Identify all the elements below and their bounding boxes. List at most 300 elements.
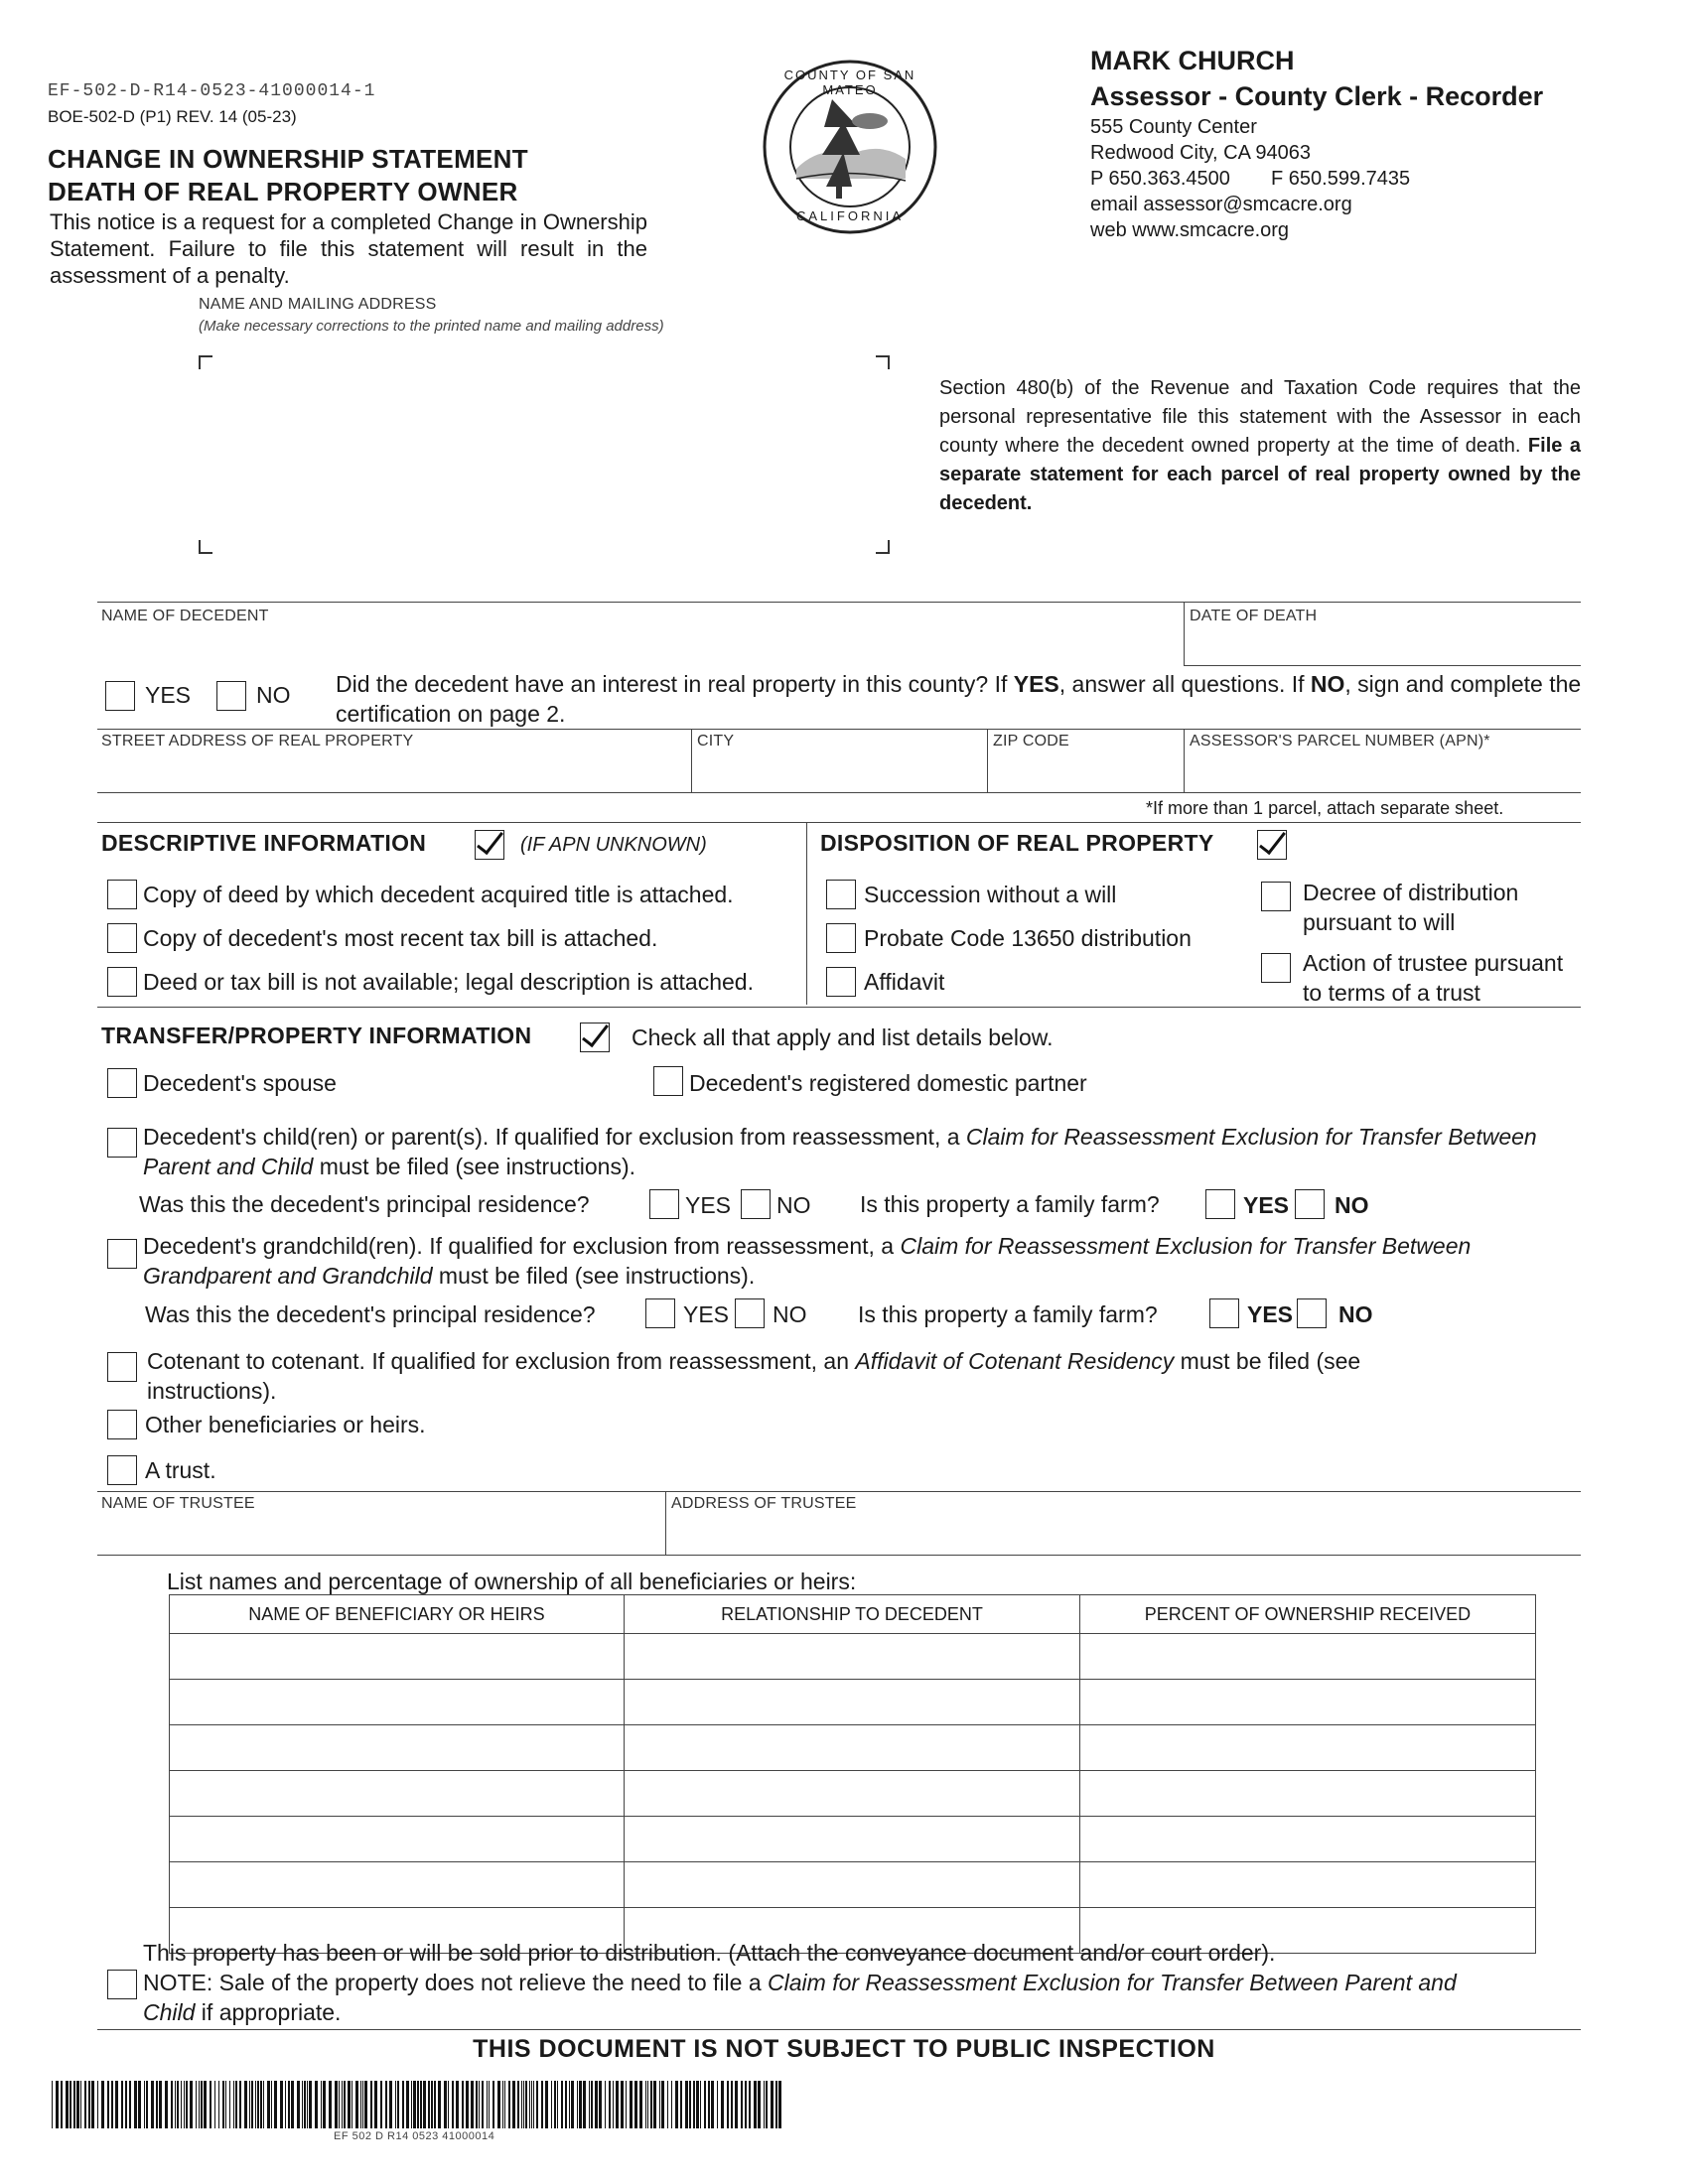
grandchild-text-b: must be filed (see instructions). (432, 1263, 756, 1289)
relationship-cell[interactable] (625, 1771, 1080, 1817)
beneficiaries-header-row (170, 1595, 1536, 1634)
barcode-bar (525, 2081, 527, 2128)
sold-prior-line1: This property has been or will be sold prior to distribution. (Attach the conveyance document and/or court order). (143, 1940, 1276, 1966)
office-email: email assessor@smcacre.org (1090, 194, 1352, 215)
child-parent-text-a: Decedent's child(ren) or parent(s). If qualified for exclusion from reassessment, a (143, 1124, 966, 1150)
decedent-name-label: NAME OF DECEDENT (101, 608, 269, 624)
barcode-bar (758, 2081, 761, 2128)
beneficiary-name-cell[interactable] (170, 1817, 625, 1862)
barcode-bar (621, 2081, 624, 2128)
barcode-bar (647, 2081, 648, 2128)
grandchild-farm-yes-checkbox[interactable] (1209, 1298, 1239, 1328)
table-row (170, 1634, 1536, 1680)
barcode-bar (229, 2081, 230, 2128)
barcode-bar (233, 2081, 234, 2128)
question-part-b: , answer all questions. If (1058, 671, 1311, 697)
barcode-bar (70, 2081, 71, 2128)
barcode-bar (175, 2081, 176, 2128)
other-beneficiaries-checkbox[interactable] (107, 1410, 137, 1439)
barcode-bar (214, 2081, 215, 2128)
barcode-bar (704, 2081, 706, 2128)
real-property-yes-checkbox[interactable] (105, 681, 135, 711)
barcode-bar (204, 2081, 207, 2128)
barcode-bar (121, 2081, 123, 2128)
barcode-bar (512, 2081, 515, 2128)
barcode-bar (397, 2081, 399, 2128)
barcode-bar (541, 2081, 543, 2128)
barcode-bar (315, 2081, 318, 2128)
street-address-label: STREET ADDRESS OF REAL PROPERTY (101, 733, 414, 750)
barcode-bar (101, 2081, 104, 2128)
grandchild-claim-form: Claim for Reassessment Exclusion for Transfer Between Grandparent and Grandchild (143, 1233, 1472, 1289)
barcode-bar (210, 2081, 211, 2128)
legal-description-checkbox[interactable] (107, 967, 137, 997)
public-inspection-notice: THIS DOCUMENT IS NOT SUBJECT TO PUBLIC INSPECTION (473, 2035, 1215, 2063)
trustee-action-label (1303, 948, 1563, 1008)
barcode-bar (609, 2081, 611, 2128)
barcode-bar (529, 2081, 530, 2128)
question-no: NO (1310, 671, 1345, 697)
barcode-bar (689, 2081, 691, 2128)
grandchild-text-a: Decedent's grandchild(ren). If qualified for exclusion from reassessment, a (143, 1233, 901, 1259)
barcode-bar (389, 2081, 392, 2128)
barcode-bar (754, 2081, 757, 2128)
barcode-bar (291, 2081, 294, 2128)
city-field[interactable] (697, 754, 981, 788)
barcode-bar (56, 2081, 59, 2128)
barcode-bar (199, 2081, 200, 2128)
barcode-bar (661, 2081, 664, 2128)
form-title-line2: DEATH OF REAL PROPERTY OWNER (48, 177, 518, 206)
barcode-bar (115, 2081, 118, 2128)
tax-bill-checkbox[interactable] (107, 923, 137, 953)
grandchild-farm-no-checkbox[interactable] (1297, 1298, 1327, 1328)
child-parent-claim-form: Claim for Reassessment Exclusion for Transfer Between Parent and Child (143, 1124, 1537, 1179)
child-principal-no-checkbox[interactable] (741, 1189, 771, 1219)
barcode-bar (280, 2081, 283, 2128)
barcode-bar (613, 2081, 614, 2128)
barcode-bar (144, 2081, 145, 2128)
barcode-bar (263, 2081, 264, 2128)
barcode-bar (374, 2081, 377, 2128)
barcode-bar (487, 2081, 488, 2128)
seal-text-bottom: CALIFORNIA (795, 208, 904, 223)
transfer-section-check[interactable] (580, 1023, 610, 1052)
barcode-bar (626, 2081, 627, 2128)
child-farm-no-label: NO (1335, 1192, 1369, 1218)
barcode-bar (186, 2081, 188, 2128)
form-revision: BOE-502-D (P1) REV. 14 (05-23) (48, 107, 297, 126)
barcode-bar (420, 2081, 422, 2128)
child-farm-yes-label: YES (1243, 1192, 1290, 1218)
barcode-bar (267, 2081, 270, 2128)
barcode-bar (667, 2081, 668, 2128)
barcode-bar (479, 2081, 480, 2128)
barcode-bar (771, 2081, 774, 2128)
barcode-bar (693, 2081, 695, 2128)
barcode-bar (438, 2081, 441, 2128)
child-parent-checkbox[interactable] (107, 1128, 137, 1158)
other-beneficiaries-label: Other beneficiaries or heirs. (145, 1412, 426, 1437)
barcode-bar (364, 2081, 367, 2128)
barcode-bar (579, 2081, 582, 2128)
barcode-bar (536, 2081, 538, 2128)
barcode-bar (645, 2081, 646, 2128)
beneficiaries-intro: List names and percentage of ownership of all beneficiaries or heirs: (167, 1569, 857, 1594)
decree-label (1303, 878, 1518, 937)
barcode-bar (76, 2081, 79, 2128)
barcode-bar (309, 2081, 312, 2128)
barcode-bar (304, 2081, 306, 2128)
mailing-address-label: NAME AND MAILING ADDRESS (199, 296, 437, 313)
barcode-bar (355, 2081, 358, 2128)
tax-bill-label: Copy of decedent's most recent tax bill is attached. (143, 925, 658, 951)
trustee-name-label: NAME OF TRUSTEE (101, 1495, 255, 1512)
barcode-bar (344, 2081, 346, 2128)
barcode (52, 2081, 786, 2133)
beneficiary-name-cell[interactable] (170, 1862, 625, 1908)
spouse-label: Decedent's spouse (143, 1070, 337, 1096)
descriptive-section-check[interactable] (475, 830, 504, 860)
barcode-bar (370, 2081, 372, 2128)
barcode-bar (482, 2081, 484, 2128)
barcode-bar (466, 2081, 469, 2128)
barcode-bar (297, 2081, 300, 2128)
barcode-bar (764, 2081, 765, 2128)
real-property-no-checkbox[interactable] (216, 681, 246, 711)
barcode-bar (251, 2081, 253, 2128)
barcode-bar (717, 2081, 718, 2128)
grandchild-checkbox[interactable] (107, 1239, 137, 1269)
percent-cell[interactable] (1080, 1725, 1536, 1771)
barcode-bar (225, 2081, 226, 2128)
barcode-bar (521, 2081, 522, 2128)
barcode-bar (360, 2081, 361, 2128)
barcode-bar (285, 2081, 286, 2128)
trust-label: A trust. (145, 1457, 216, 1483)
assessor-name: MARK CHURCH (1090, 46, 1295, 75)
trustee-action-checkbox[interactable] (1261, 953, 1291, 983)
city-label: CITY (697, 733, 735, 750)
barcode-bar (589, 2081, 590, 2128)
barcode-bar (731, 2081, 733, 2128)
barcode-bar (775, 2081, 777, 2128)
child-principal-no-label: NO (776, 1192, 811, 1218)
beneficiary-name-cell[interactable] (170, 1680, 625, 1725)
cotenant-text (147, 1346, 1487, 1406)
relationship-header: RELATIONSHIP TO DECEDENT (625, 1595, 1080, 1634)
barcode-bar (504, 2081, 505, 2128)
percent-cell[interactable] (1080, 1634, 1536, 1680)
barcode-bar (653, 2081, 656, 2128)
relationship-cell[interactable] (625, 1680, 1080, 1725)
barcode-bar (302, 2081, 303, 2128)
sold-prior-note-b: if appropriate. (195, 1999, 342, 2025)
affidavit-checkbox[interactable] (826, 967, 856, 997)
real-property-question (336, 669, 1587, 729)
date-of-death-field[interactable] (1192, 627, 1579, 661)
barcode-bar (190, 2081, 193, 2128)
trustee-name-field[interactable] (103, 1517, 659, 1551)
barcode-bar (745, 2081, 747, 2128)
child-farm-yes-checkbox[interactable] (1205, 1189, 1235, 1219)
barcode-bars (52, 2081, 786, 2128)
barcode-bar (727, 2081, 729, 2128)
apn-unknown-note: (IF APN UNKNOWN) (520, 834, 707, 856)
cotenant-affidavit-form: Affidavit of Cotenant Residency (855, 1348, 1175, 1374)
table-row (170, 1817, 1536, 1862)
barcode-bar (165, 2081, 168, 2128)
beneficiaries-table (169, 1594, 1536, 1954)
barcode-bar (561, 2081, 563, 2128)
barcode-bar (551, 2081, 552, 2128)
barcode-bar (184, 2081, 185, 2128)
barcode-bar (533, 2081, 534, 2128)
barcode-bar (680, 2081, 682, 2128)
barcode-bar (66, 2081, 69, 2128)
percent-cell[interactable] (1080, 1862, 1536, 1908)
barcode-bar (156, 2081, 158, 2128)
barcode-bar (411, 2081, 412, 2128)
relationship-cell[interactable] (625, 1634, 1080, 1680)
barcode-bar (235, 2081, 237, 2128)
barcode-bar (402, 2081, 404, 2128)
barcode-bar (700, 2081, 701, 2128)
mailing-address-window (199, 355, 890, 554)
cotenant-checkbox[interactable] (107, 1352, 137, 1382)
beneficiary-name-header: NAME OF BENEFICIARY OR HEIRS (170, 1595, 625, 1634)
barcode-bar (711, 2081, 714, 2128)
percent-cell[interactable] (1080, 1771, 1536, 1817)
barcode-bar (497, 2081, 500, 2128)
barcode-bar (339, 2081, 340, 2128)
barcode-bar (423, 2081, 426, 2128)
grandchild-text (143, 1231, 1563, 1291)
assessor-title: Assessor - County Clerk - Recorder (1090, 81, 1544, 111)
grandchild-principal-no-checkbox[interactable] (735, 1298, 765, 1328)
barcode-bar (151, 2081, 154, 2128)
barcode-bar (489, 2081, 490, 2128)
barcode-bar (218, 2081, 219, 2128)
office-address2: Redwood City, CA 94063 (1090, 142, 1311, 164)
barcode-bar (630, 2081, 633, 2128)
barcode-bar (380, 2081, 382, 2128)
barcode-bar (249, 2081, 250, 2128)
barcode-bar (406, 2081, 409, 2128)
barcode-bar (708, 2081, 710, 2128)
zip-code-label: ZIP CODE (993, 733, 1069, 750)
barcode-bar (61, 2081, 63, 2128)
barcode-bar (595, 2081, 598, 2128)
table-row (170, 1680, 1536, 1725)
transfer-instruction: Check all that apply and list details below. (632, 1024, 1054, 1050)
grandchild-farm-no-label: NO (1338, 1301, 1373, 1327)
trustee-address-field[interactable] (673, 1517, 1579, 1551)
barcode-bar (80, 2081, 81, 2128)
barcode-bar (321, 2081, 322, 2128)
probate-13650-label: Probate Code 13650 distribution (864, 925, 1192, 951)
percent-cell[interactable] (1080, 1680, 1536, 1725)
real-property-yes-label: YES (145, 682, 192, 708)
barcode-bar (591, 2081, 593, 2128)
barcode-bar (517, 2081, 519, 2128)
sold-prior-text (143, 1938, 1513, 2027)
barcode-bar (741, 2081, 743, 2128)
barcode-bar (696, 2081, 699, 2128)
section-480b-notice (939, 374, 1581, 518)
barcode-bar (73, 2081, 75, 2128)
transfer-heading: TRANSFER/PROPERTY INFORMATION (101, 1023, 532, 1048)
form-code: EF-502-D-R14-0523-41000014-1 (48, 81, 376, 101)
barcode-bar (171, 2081, 173, 2128)
penalty-notice: This notice is a request for a completed Change in Ownership Statement. Failure to file this statement will result in the assessment of a penalty. (50, 209, 647, 288)
barcode-bar (671, 2081, 672, 2128)
child-principal-yes-checkbox[interactable] (649, 1189, 679, 1219)
barcode-bar (721, 2081, 724, 2128)
decedent-name-field[interactable] (103, 627, 1176, 661)
barcode-bar (125, 2081, 127, 2128)
barcode-bar (288, 2081, 290, 2128)
barcode-bar (335, 2081, 338, 2128)
grandchild-principal-question: Was this the decedent's principal residence? (145, 1301, 596, 1327)
seal-text-top: COUNTY OF SAN MATEO (783, 68, 916, 97)
trust-checkbox[interactable] (107, 1455, 137, 1485)
grandchild-principal-yes-checkbox[interactable] (645, 1298, 675, 1328)
relationship-cell[interactable] (625, 1817, 1080, 1862)
percent-ownership-header: PERCENT OF OWNERSHIP RECEIVED (1080, 1595, 1536, 1634)
barcode-bar (196, 2081, 197, 2128)
barcode-bar (749, 2081, 751, 2128)
barcode-bar (583, 2081, 586, 2128)
barcode-bar (571, 2081, 574, 2128)
barcode-bar (634, 2081, 637, 2128)
domestic-partner-checkbox[interactable] (653, 1066, 683, 1096)
barcode-bar (413, 2081, 416, 2128)
barcode-bar (502, 2081, 503, 2128)
spouse-checkbox[interactable] (107, 1068, 137, 1098)
sold-prior-note-a: NOTE: Sale of the property does not relieve the need to file a (143, 1970, 769, 1995)
barcode-bar (431, 2081, 433, 2128)
sold-prior-checkbox[interactable] (107, 1970, 137, 1999)
street-address-field[interactable] (103, 754, 685, 788)
sold-prior-note (143, 1968, 1513, 2027)
barcode-bar (508, 2081, 510, 2128)
disposition-heading: DISPOSITION OF REAL PROPERTY (820, 830, 1214, 856)
barcode-text: EF 502 D R14 0523 41000014 (334, 2130, 495, 2142)
barcode-bar (342, 2081, 343, 2128)
barcode-bar (444, 2081, 447, 2128)
grandchild-farm-question: Is this property a family farm? (858, 1301, 1158, 1327)
barcode-bar (107, 2081, 109, 2128)
succession-label: Succession without a will (864, 882, 1117, 907)
barcode-bar (492, 2081, 494, 2128)
office-address1: 555 County Center (1090, 116, 1257, 138)
barcode-bar (52, 2081, 53, 2128)
percent-cell[interactable] (1080, 1817, 1536, 1862)
trustee-action-line2: to terms of a trust (1303, 980, 1480, 1006)
trustee-action-line1: Action of trustee pursuant (1303, 950, 1564, 976)
table-row (170, 1725, 1536, 1771)
office-fax: F 650.599.7435 (1271, 168, 1411, 190)
grandchild-principal-no-label: NO (773, 1301, 807, 1327)
decree-label-line2: pursuant to will (1303, 909, 1456, 935)
zip-code-field[interactable] (993, 754, 1178, 788)
barcode-bar (239, 2081, 241, 2128)
barcode-bar (329, 2081, 332, 2128)
barcode-bar (554, 2081, 556, 2128)
barcode-bar (675, 2081, 678, 2128)
barcode-bar (616, 2081, 619, 2128)
apn-note: *If more than 1 parcel, attach separate sheet. (1146, 798, 1504, 818)
trustee-address-label: ADDRESS OF TRUSTEE (671, 1495, 857, 1512)
relationship-cell[interactable] (625, 1862, 1080, 1908)
barcode-bar (97, 2081, 98, 2128)
barcode-bar (531, 2081, 532, 2128)
barcode-bar (222, 2081, 224, 2128)
barcode-bar (569, 2081, 570, 2128)
barcode-bar (659, 2081, 660, 2128)
barcode-bar (452, 2081, 454, 2128)
barcode-bar (385, 2081, 387, 2128)
barcode-bar (545, 2081, 548, 2128)
question-yes: YES (1013, 671, 1059, 697)
table-row (170, 1771, 1536, 1817)
barcode-bar (735, 2081, 738, 2128)
barcode-bar (599, 2081, 602, 2128)
deed-copy-label: Copy of deed by which decedent acquired title is attached. (143, 882, 734, 907)
barcode-bar (84, 2081, 86, 2128)
barcode-bar (766, 2081, 768, 2128)
question-part-c: , sign and complete the certification on page 2. (336, 671, 1582, 727)
child-parent-text-b: must be filed (see instructions). (313, 1154, 636, 1179)
cotenant-text-a: Cotenant to cotenant. If qualified for exclusion from reassessment, an (147, 1348, 856, 1374)
barcode-bar (307, 2081, 308, 2128)
child-farm-no-checkbox[interactable] (1295, 1189, 1325, 1219)
disposition-section-check[interactable] (1257, 830, 1287, 860)
probate-13650-checkbox[interactable] (826, 923, 856, 953)
mailing-address-sublabel: (Make necessary corrections to the printed name and mailing address) (199, 318, 664, 335)
beneficiary-name-cell[interactable] (170, 1771, 625, 1817)
relationship-cell[interactable] (625, 1725, 1080, 1771)
barcode-bar (462, 2081, 464, 2128)
affidavit-label: Affidavit (864, 969, 945, 995)
barcode-bar (417, 2081, 419, 2128)
barcode-bar (605, 2081, 606, 2128)
barcode-bar (274, 2081, 277, 2128)
child-principal-question: Was this the decedent's principal residence? (139, 1191, 590, 1217)
decree-checkbox[interactable] (1261, 882, 1291, 911)
barcode-bar (91, 2081, 94, 2128)
barcode-bar (323, 2081, 326, 2128)
date-of-death-label: DATE OF DEATH (1190, 608, 1318, 624)
barcode-bar (134, 2081, 137, 2128)
beneficiary-name-cell[interactable] (170, 1634, 625, 1680)
deed-copy-checkbox[interactable] (107, 880, 137, 909)
beneficiary-name-cell[interactable] (170, 1725, 625, 1771)
decree-label-line1: Decree of distribution (1303, 880, 1519, 905)
succession-checkbox[interactable] (826, 880, 856, 909)
child-parent-text (143, 1122, 1563, 1181)
real-property-no-label: NO (256, 682, 291, 708)
descriptive-heading: DESCRIPTIVE INFORMATION (101, 830, 427, 856)
barcode-bar (201, 2081, 203, 2128)
barcode-bar (557, 2081, 558, 2128)
barcode-bar (362, 2081, 363, 2128)
barcode-bar (257, 2081, 259, 2128)
barcode-bar (111, 2081, 113, 2128)
apn-field[interactable] (1192, 754, 1579, 788)
barcode-bar (650, 2081, 652, 2128)
